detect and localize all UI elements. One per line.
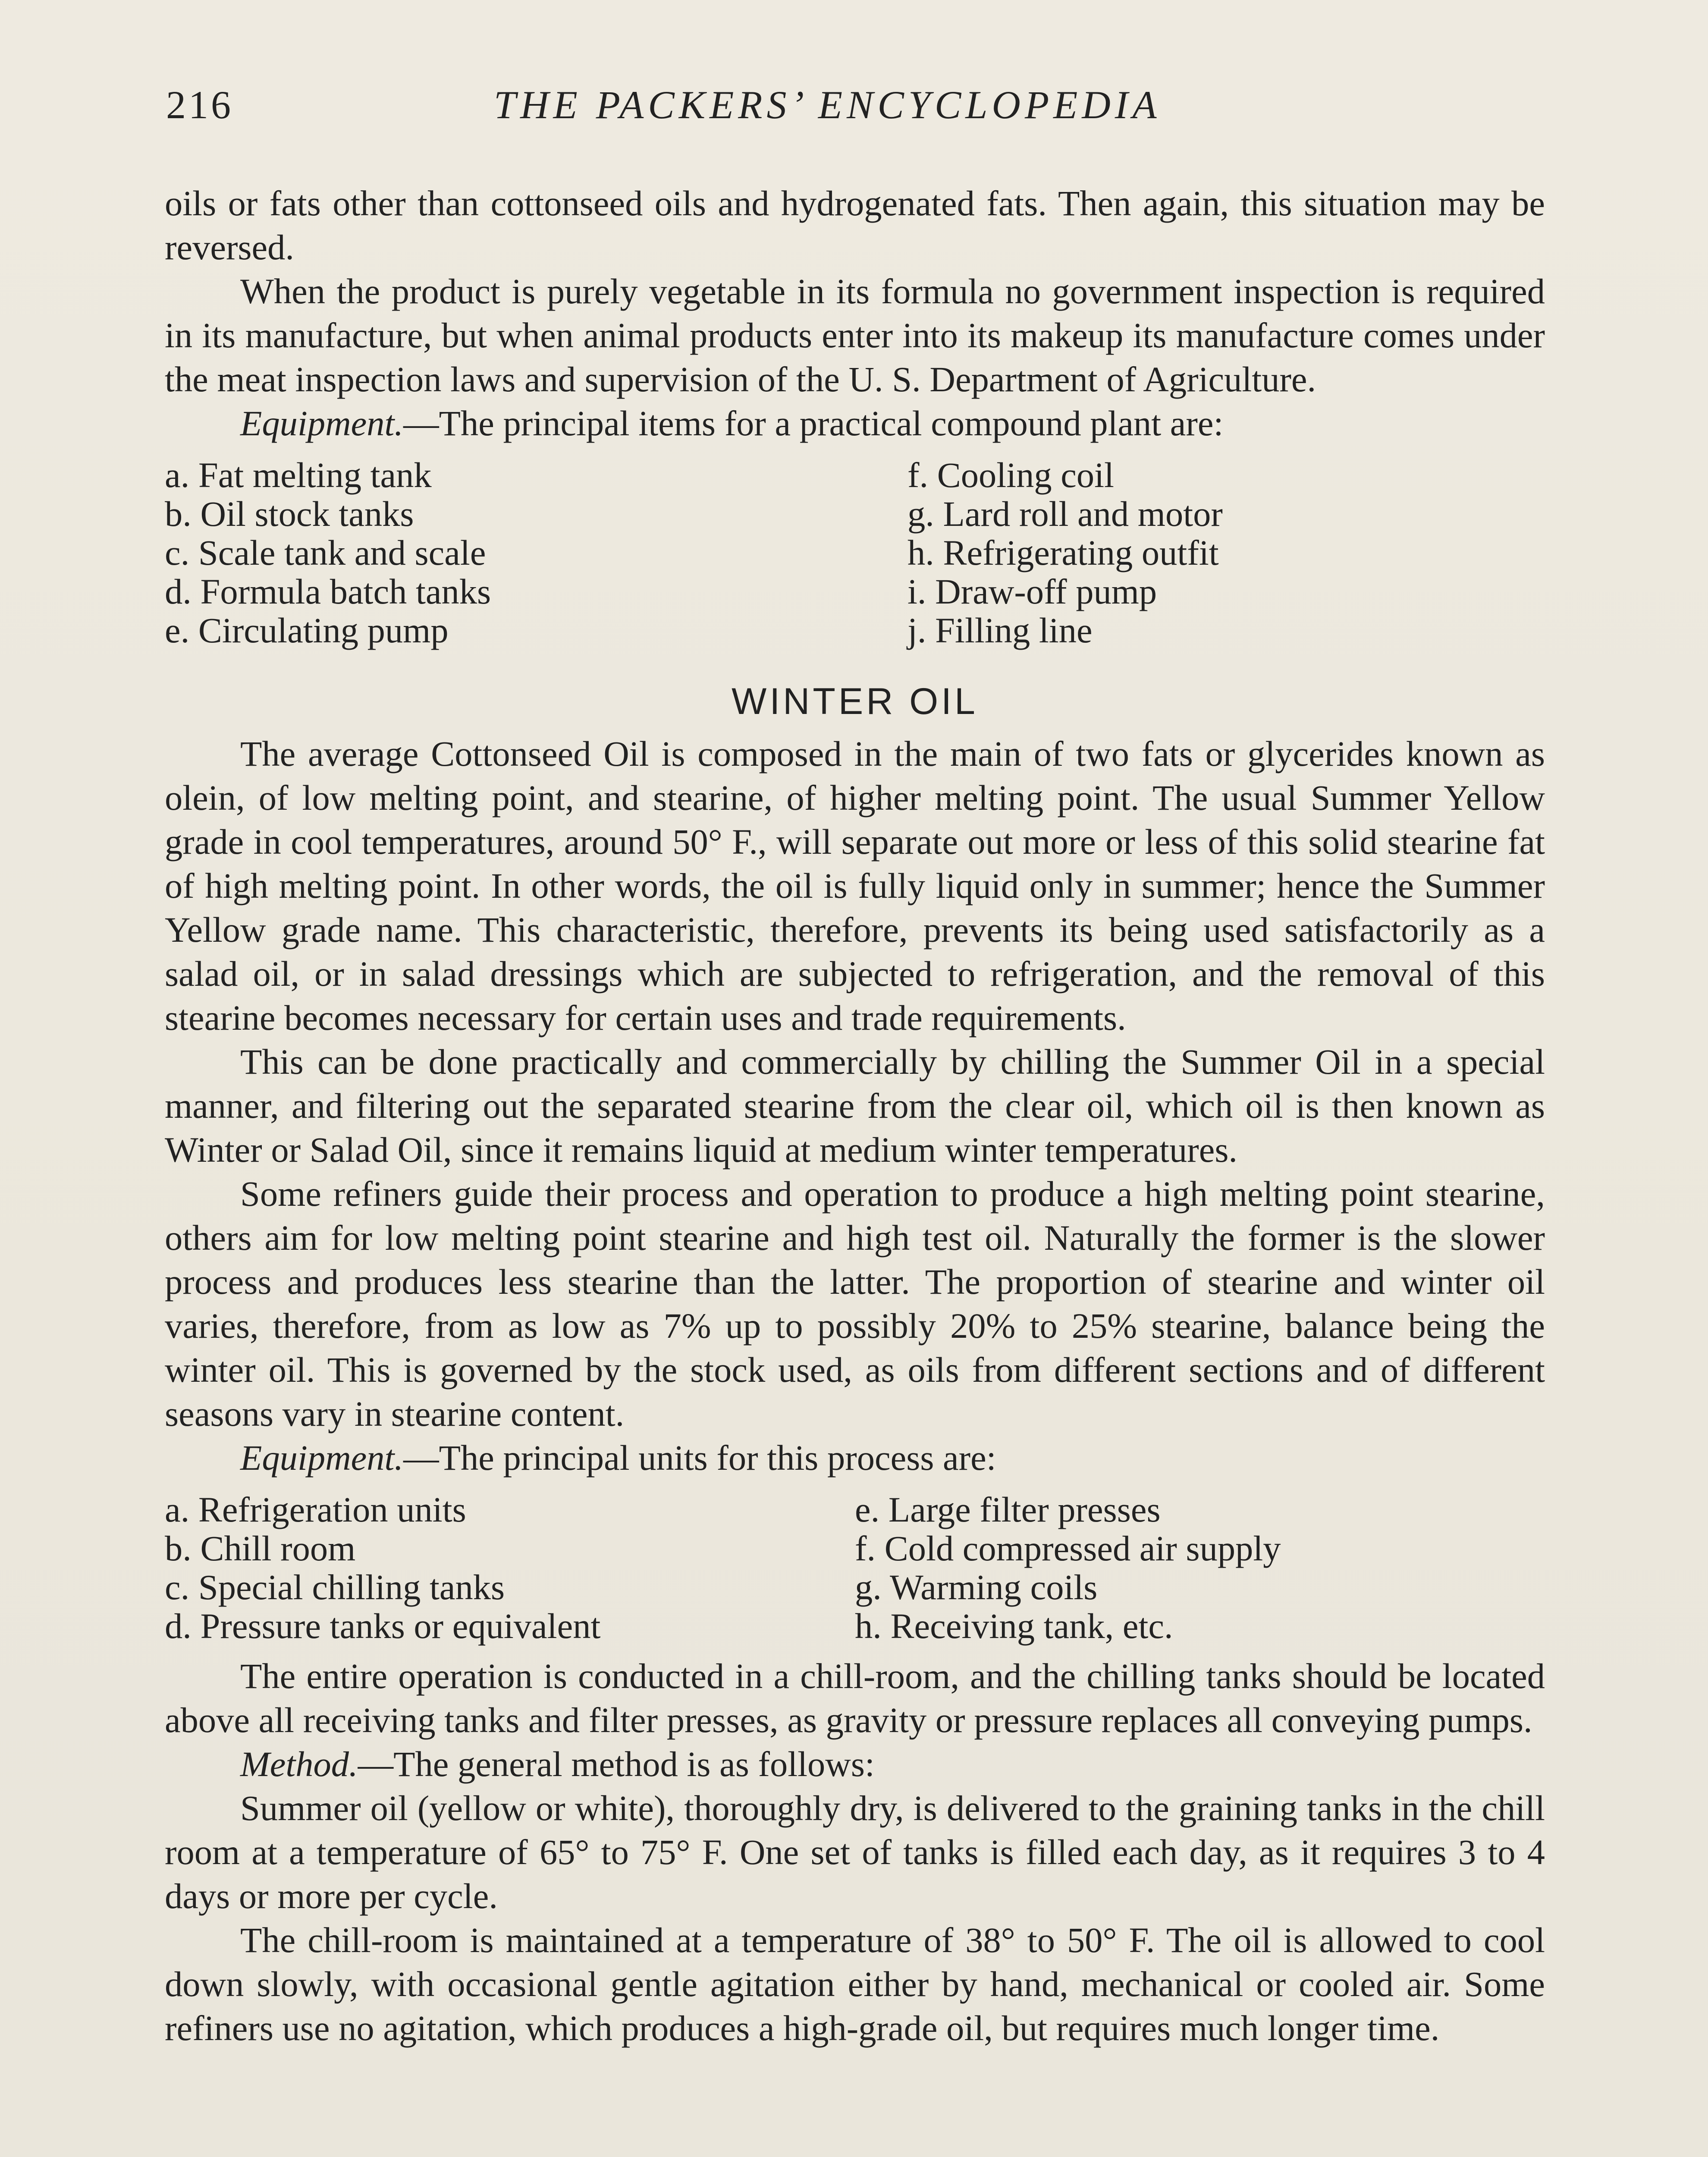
list-item: e. Circulating pump [165,610,449,650]
list-item: d. Formula batch tanks [165,572,491,611]
page-body [165,181,1545,2050]
list-item: g. Warming coils [855,1567,1098,1607]
method-label: Method. [240,1744,358,1784]
list-item: f. Cooling coil [907,455,1114,495]
page-header [166,82,1546,142]
list-item: c. Scale tank and scale [165,533,486,572]
list-item: b. Chill room [165,1528,356,1568]
paragraph: Summer oil (yellow or white), thoroughly dry, is delivered to the graining tanks in the chill room at a temperature of 65° to 75° F. One set of tanks is filled each day, as it requires 3 to 4 days or more per cycle. [165,1788,1545,1916]
list-item: g. Lard roll and motor [907,494,1223,534]
list-item: e. Large filter presses [855,1490,1161,1529]
equipment-list [165,1490,1545,1645]
list-item: b. Oil stock tanks [165,494,414,534]
page-number: 216 [166,83,233,127]
running-title: THE PACKERS’ ENCYCLOPEDIA [494,83,1161,127]
list-item: d. Pressure tanks or equivalent [165,1606,601,1646]
equipment-intro-text: —The principal items for a practical compound plant are: [403,403,1224,443]
paragraph: The chill-room is maintained at a temperature of 38° to 50° F. The oil is allowed to cool down slowly, with occasional gentle agitation either by hand, mechanical or cooled air. Some refiners use no agitation, which produces a high-grade oil, but requires much longer time. [165,1920,1545,2048]
paragraph: This can be done practically and commercially by chilling the Summer Oil in a special manner, and filtering out the separated stearine from the clear oil, which oil is then known as Winter or Salad Oil, since it remains liquid at medium winter temperatures. [165,1042,1545,1170]
paragraph: When the product is purely vegetable in its formula no government inspection is required in its manufacture, but when animal products enter into its makeup its manufacture comes under the meat inspection laws and supervision of the U. S. Department of Agriculture. [165,271,1545,399]
list-item: h. Receiving tank, etc. [855,1606,1173,1646]
list-item: h. Refrigerating outfit [907,533,1219,572]
paragraph: Some refiners guide their process and operation to produce a high melting point stearine, others aim for low melting point stearine and high test oil. Naturally the former is the slower process and produces less stearine than the latter. The proportion of stearine and winter oil varies, therefore, from as low as 7% up to possibly 20% to 25% stearine, balance being the winter oil. This is governed by the stock used, as oils from different sections and of different seasons vary in stearine content. [165,1174,1545,1434]
paragraph: The average Cottonseed Oil is composed in the main of two fats or glycerides known as olein, of low melting point, and stearine, of higher melting point. The usual Summer Yellow grade in cool temperatures, around 50° F., will separate out more or less of this solid stearine fat of high melting point. In other words, the oil is fully liquid only in summer; hence the Summer Yellow grade name. This characteristic, therefore, prevents its being used satisfactorily as a salad oil, or in salad dressings which are subjected to refrigeration, and the removal of this stearine becomes necessary for certain uses and trade requirements. [165,734,1545,1038]
equipment-list [165,456,1545,650]
paragraph: The entire operation is conducted in a chill-room, and the chilling tanks should be located above all receiving tanks and filter presses, as gravity or pressure replaces all conveying pumps. [165,1656,1545,1740]
list-item: c. Special chilling tanks [165,1567,505,1607]
list-item: a. Refrigeration units [165,1490,466,1529]
method-intro [165,1742,1545,1786]
equipment-list-column [165,1490,855,1645]
list-item: f. Cold compressed air supply [855,1528,1281,1568]
list-item: j. Filling line [907,610,1093,650]
equipment-list-column [165,456,907,650]
equipment-list-column [907,456,1223,650]
equipment-list-column [855,1490,1281,1645]
list-item: i. Draw-off pump [907,572,1157,611]
equipment-intro [165,1436,1545,1480]
equipment-label: Equipment. [240,1438,404,1478]
equipment-intro [165,401,1545,445]
paragraph: oils or fats other than cottonseed oils and hydrogenated fats. Then again, this situation may be reversed. [165,183,1545,267]
equipment-intro-text: —The principal units for this process are: [403,1438,996,1478]
list-item: a. Fat melting tank [165,455,432,495]
section-heading: WINTER OIL [732,681,978,722]
method-intro-text: —The general method is as follows: [358,1744,875,1784]
equipment-label: Equipment. [240,403,404,443]
